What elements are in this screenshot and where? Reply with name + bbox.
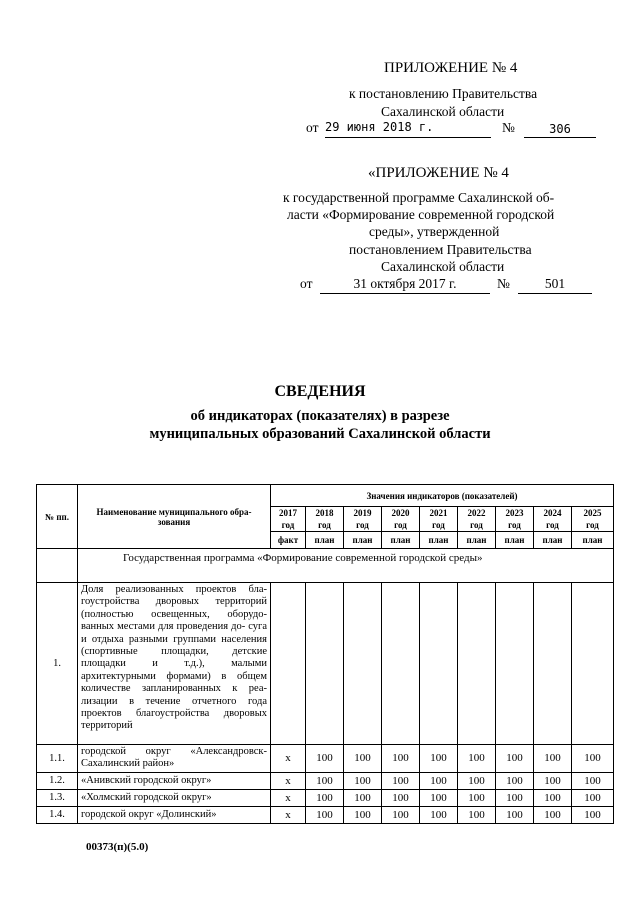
row-no: 1.3. <box>37 789 78 806</box>
year-unit: год <box>281 520 295 530</box>
indicator-name: Доля реализованных проектов бла- гоустройства дворовых территорий (полностью освещенных, оборудо- ванных местами для проведения до- суга и отдыха разными группами населения (спортивные площадки, детские площадки и т.д.), малыми архитектурными формами) в общем количестве запланированных к реа- лизации в течение отчетного года проектов благоустройства дворовых территорий <box>78 583 271 745</box>
col-values-header: Значения индикаторов (показателей) <box>271 485 614 507</box>
year-header-2021 <box>420 507 458 532</box>
number-label: № <box>502 120 515 135</box>
table-row <box>37 789 614 806</box>
year-unit: год <box>470 520 483 530</box>
row-value: 100 <box>496 745 534 773</box>
table-row <box>37 772 614 789</box>
year-value: 2023 <box>505 508 524 518</box>
date-label: от <box>306 120 319 135</box>
row-value: 100 <box>382 745 420 773</box>
indicator-value-empty <box>458 583 496 745</box>
year-unit: год <box>318 520 331 530</box>
row-no: 1.4. <box>37 806 78 823</box>
year-value: 2020 <box>391 508 410 518</box>
row-value: 100 <box>458 745 496 773</box>
program-line-3: среды», утвержденной <box>369 224 500 239</box>
year-header-2017 <box>271 507 306 532</box>
row-value: 100 <box>534 745 572 773</box>
year-value: 2019 <box>353 508 372 518</box>
program-number: 501 <box>518 276 592 294</box>
program-row-blank <box>37 549 78 583</box>
type-header: план <box>458 532 496 549</box>
type-header: план <box>344 532 382 549</box>
year-value: 2017 <box>279 508 297 518</box>
program-line-5: Сахалинской области <box>381 259 505 274</box>
indicator-value-empty <box>271 583 306 745</box>
program-appendix-title: «ПРИЛОЖЕНИЕ № 4 <box>368 165 509 181</box>
row-value: х <box>271 806 306 823</box>
doc-title: СВЕДЕНИЯ <box>274 383 366 400</box>
indicator-no: 1. <box>37 583 78 745</box>
year-value: 2018 <box>315 508 334 518</box>
program-line-4: постановлением Правительства <box>349 242 532 257</box>
indicator-value-empty <box>306 583 344 745</box>
year-unit: год <box>508 520 521 530</box>
row-value: 100 <box>572 745 614 773</box>
table-row <box>37 806 614 823</box>
col-name-header: Наименование муниципального обра- зования <box>78 485 271 549</box>
row-value: 100 <box>420 772 458 789</box>
indicator-value-empty <box>420 583 458 745</box>
type-header: план <box>420 532 458 549</box>
row-value: 100 <box>572 772 614 789</box>
year-value: 2021 <box>429 508 448 518</box>
row-value: 100 <box>572 806 614 823</box>
indicators-table <box>36 484 614 824</box>
row-value: х <box>271 789 306 806</box>
row-value: 100 <box>306 772 344 789</box>
col-no-header: № пп. <box>37 485 78 549</box>
row-value: 100 <box>420 745 458 773</box>
row-value: 100 <box>344 806 382 823</box>
year-unit: год <box>432 520 445 530</box>
row-value: 100 <box>344 772 382 789</box>
row-no: 1.2. <box>37 772 78 789</box>
row-value: 100 <box>496 772 534 789</box>
row-value: 100 <box>496 806 534 823</box>
type-header: план <box>496 532 534 549</box>
row-value: 100 <box>382 789 420 806</box>
year-header-2020 <box>382 507 420 532</box>
decree-date: 29 июня 2018 г. <box>325 120 491 138</box>
year-value: 2022 <box>467 508 486 518</box>
type-header: план <box>534 532 572 549</box>
row-name: городской округ «Долинский» <box>78 806 271 823</box>
indicator-row <box>37 583 614 745</box>
row-name: «Холмский городской округ» <box>78 789 271 806</box>
row-value: 100 <box>458 789 496 806</box>
row-value: 100 <box>458 772 496 789</box>
row-value: 100 <box>420 789 458 806</box>
program-line-1: к государственной программе Сахалинской об- <box>283 190 555 205</box>
year-header-2024 <box>534 507 572 532</box>
row-name: городской округ «Александровск- Сахалинский район» <box>78 745 271 773</box>
row-value: 100 <box>572 789 614 806</box>
year-unit: год <box>394 520 407 530</box>
year-header-2025 <box>572 507 614 532</box>
type-header: план <box>382 532 420 549</box>
doc-subtitle-2: муниципальных образований Сахалинской области <box>149 426 491 442</box>
row-value: 100 <box>534 772 572 789</box>
year-unit: год <box>546 520 559 530</box>
row-value: 100 <box>306 745 344 773</box>
indicator-value-empty <box>572 583 614 745</box>
type-header: план <box>572 532 614 549</box>
year-header-2018 <box>306 507 344 532</box>
program-date-label: от <box>300 276 313 291</box>
decree-number: 306 <box>524 122 596 138</box>
row-value: 100 <box>344 745 382 773</box>
indicator-value-empty <box>534 583 572 745</box>
decree-line-2: Сахалинской области <box>381 104 505 119</box>
row-value: 100 <box>306 806 344 823</box>
indicator-value-empty <box>496 583 534 745</box>
row-value: 100 <box>420 806 458 823</box>
year-header-2022 <box>458 507 496 532</box>
row-value: 100 <box>382 806 420 823</box>
row-value: 100 <box>306 789 344 806</box>
year-unit: год <box>586 520 599 530</box>
type-header: план <box>306 532 344 549</box>
year-header-2019 <box>344 507 382 532</box>
year-header-2023 <box>496 507 534 532</box>
footer-code: 00373(п)(5.0) <box>86 841 149 853</box>
table-row <box>37 745 614 773</box>
doc-subtitle-1: об индикаторах (показателях) в разрезе <box>190 408 450 424</box>
row-value: 100 <box>534 806 572 823</box>
indicator-value-empty <box>344 583 382 745</box>
row-no: 1.1. <box>37 745 78 773</box>
row-value: 100 <box>382 772 420 789</box>
program-row: Государственная программа «Формирование современной городской среды» <box>78 549 614 583</box>
row-value: 100 <box>496 789 534 806</box>
row-name: «Анивский городской округ» <box>78 772 271 789</box>
row-value: 100 <box>458 806 496 823</box>
row-value: 100 <box>344 789 382 806</box>
indicator-value-empty <box>382 583 420 745</box>
row-value: х <box>271 745 306 773</box>
program-number-label: № <box>497 276 510 291</box>
program-date: 31 октября 2017 г. <box>320 276 490 294</box>
year-unit: год <box>356 520 369 530</box>
year-value: 2025 <box>583 508 602 518</box>
row-value: 100 <box>534 789 572 806</box>
appendix-title: ПРИЛОЖЕНИЕ № 4 <box>384 60 518 76</box>
type-header: факт <box>271 532 306 549</box>
data-rows <box>37 745 614 824</box>
decree-line-1: к постановлению Правительства <box>349 86 538 101</box>
program-line-2: ласти «Формирование современной городской <box>287 207 555 222</box>
row-value: х <box>271 772 306 789</box>
year-value: 2024 <box>543 508 562 518</box>
